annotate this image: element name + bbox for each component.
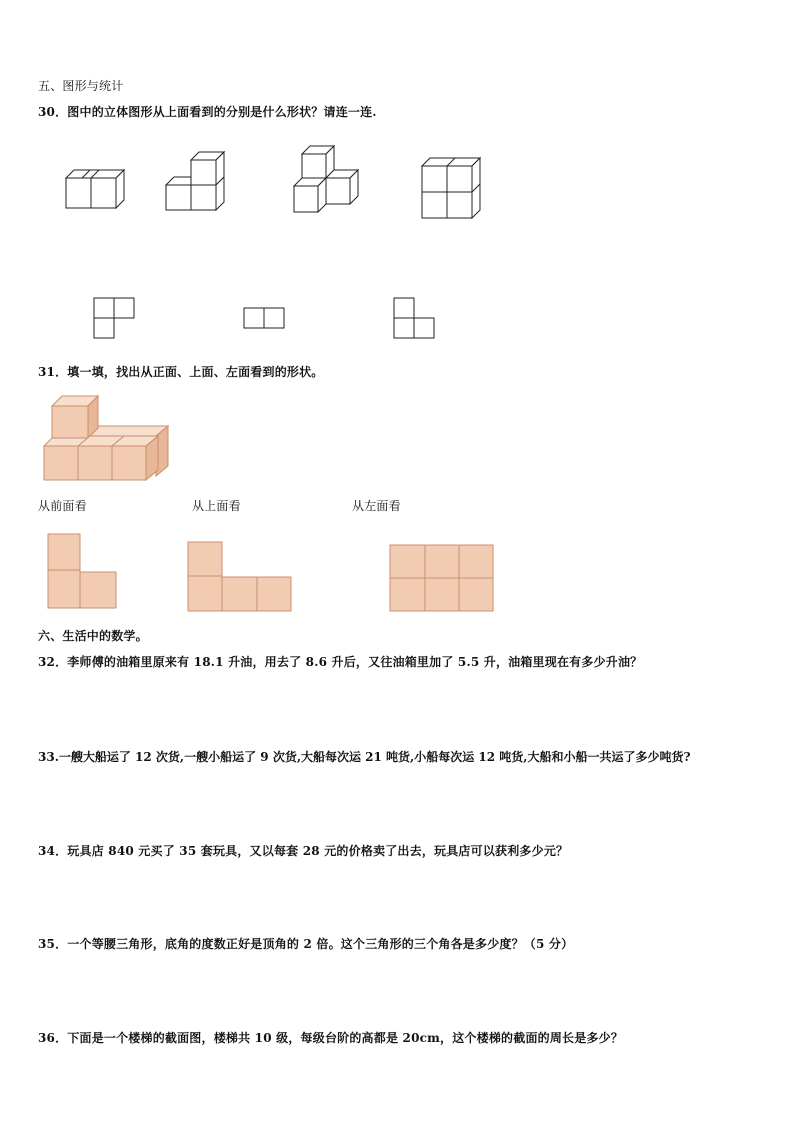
question-34: 34．玩具店 840 元买了 35 套玩具，又以每套 28 元的价格卖了出去，玩具店可以获利多少元？ — [38, 844, 569, 858]
question-35: 35．一个等腰三角形，底角的度数正好是顶角的 2 倍。这个三角形的三个角各是多少度？（5 分） — [38, 937, 574, 951]
view-label-left: 从左面看 — [352, 499, 401, 513]
top-view-1 — [92, 296, 142, 346]
question-31: 31．填一填，找出从正面、上面、左面看到的形状。 — [38, 365, 324, 379]
solid-figure-2 — [160, 148, 230, 218]
front-view-shape — [46, 532, 126, 612]
left-view-shape — [388, 543, 498, 615]
top-view-2 — [242, 306, 292, 336]
question-32: 32．李师傅的油箱里原来有 18.1 升油，用去了 8.6 升后，又往油箱里加了 5.5 升，油箱里现在有多少升油？ — [38, 655, 643, 669]
cube-stack-figure — [40, 392, 175, 487]
solid-figure-4 — [418, 152, 488, 222]
question-33: 33.一艘大船运了 12 次货,一艘小船运了 9 次货,大船每次运 21 吨货,小船每次运 12 吨货,大船和小船一共运了多少吨货? — [38, 750, 691, 764]
question-30: 30．图中的立体图形从上面看到的分别是什么形状？请连一连. — [38, 105, 377, 119]
section-title-5: 五、图形与统计 — [38, 79, 124, 93]
top-view-3 — [392, 296, 442, 346]
section-title-6: 六、生活中的数学。 — [38, 629, 148, 643]
solid-figure-1 — [60, 168, 130, 218]
view-label-front: 从前面看 — [38, 499, 87, 513]
solid-figure-3 — [290, 142, 365, 217]
view-label-top: 从上面看 — [192, 499, 241, 513]
top-view-shape — [186, 540, 296, 615]
question-36: 36．下面是一个楼梯的截面图，楼梯共 10 级，每级台阶的高都是 20cm，这个楼梯的截面的周长是多少？ — [38, 1031, 624, 1045]
